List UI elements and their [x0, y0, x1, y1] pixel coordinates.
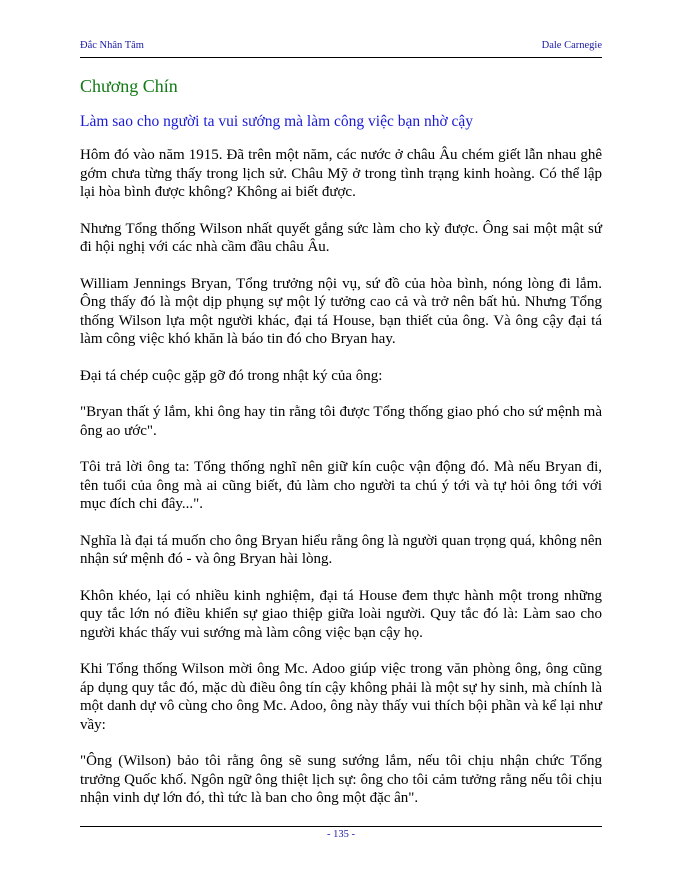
chapter-title: Chương Chín — [80, 76, 178, 96]
page-header — [80, 40, 602, 56]
paragraph: Đại tá chép cuộc gặp gỡ đó trong nhật ký của ông: — [80, 367, 383, 384]
author-name: Dale Carnegie — [541, 40, 602, 51]
paragraph: William Jennings Bryan, Tổng trưởng nội vụ, sứ đồ của hòa bình, nóng lòng đi lắm. Ông thấy đó là một dịp phụng sự một lý tưởng cao cả và trở nên bất hủ. Nhưng Tổng thống Wilson lựa một người khác, đại tá House, bạn thiết của ông. Và ông cậy đại tá làm công việc khó khăn là báo tin đó cho Bryan hay. — [80, 275, 602, 347]
paragraph: Khôn khéo, lại có nhiều kinh nghiệm, đại tá House đem thực hành một trong những quy tắc lớn nó điều khiển sự giao thiệp giữa loài người. Quy tắc đó là: Làm sao cho người khác thấy vui sướng mà làm công việc bạn cậy họ. — [80, 587, 602, 641]
book-title: Đắc Nhân Tâm — [80, 40, 144, 51]
page-number: - 135 - — [327, 829, 355, 840]
paragraph: Tôi trả lời ông ta: Tổng thống nghĩ nên giữ kín cuộc vận động đó. Mà nếu Bryan đi, tên tuổi của ông mà ai cũng biết, đủ làm cho người ta chú ý tới và tự hỏi ông tới với mục đích chi đây...". — [80, 459, 602, 512]
footer-divider — [80, 826, 602, 827]
paragraph: Nghĩa là đại tá muốn cho ông Bryan hiểu rằng ông là người quan trọng quá, không nên nhận sứ mệnh đó - và ông Bryan hài lòng. — [80, 532, 602, 567]
header-divider — [80, 57, 602, 58]
paragraph: "Ông (Wilson) bảo tôi rằng ông sẽ sung sướng lắm, nếu tôi chịu nhận chức Tổng trưởng Quốc khố. Ngôn ngữ ông thiệt lịch sự: ông cho tôi cảm tưởng rằng nếu tôi chịu nhận vinh dự lớn đó, thì tức là ban cho ông một đặc ân". — [80, 753, 602, 806]
paragraph: Khi Tổng thống Wilson mời ông Mc. Adoo giúp việc trong văn phòng ông, ông cũng áp dụng quy tắc đó, mặc dù điều ông tín cậy không phải là một sự hy sinh, mà chính là một danh dự vô cùng cho ông Mc. Adoo, ông này thấy vui thích bội phần và kể lại như vầy: — [80, 661, 602, 733]
paragraph: Hôm đó vào năm 1915. Đã trên một năm, các nước ở châu Âu chém giết lẫn nhau ghê gớm chưa từng thấy trong lịch sử. Châu Mỹ ở trong tình trạng kinh hoàng. Có thể lập lại hòa bình được không? Không ai biết được. — [80, 147, 602, 200]
paragraph: "Bryan thất ý lắm, khi ông hay tin rằng tôi được Tổng thống giao phó cho sứ mệnh mà ông ao ước". — [80, 404, 602, 439]
paragraph: Nhưng Tổng thống Wilson nhất quyết gắng sức làm cho kỳ được. Ông sai một mật sứ đi hội nghị với các nhà cầm đầu châu Âu. — [80, 220, 602, 255]
body-text — [80, 146, 602, 826]
section-title: Làm sao cho người ta vui sướng mà làm công việc bạn nhờ cậy — [80, 113, 474, 130]
